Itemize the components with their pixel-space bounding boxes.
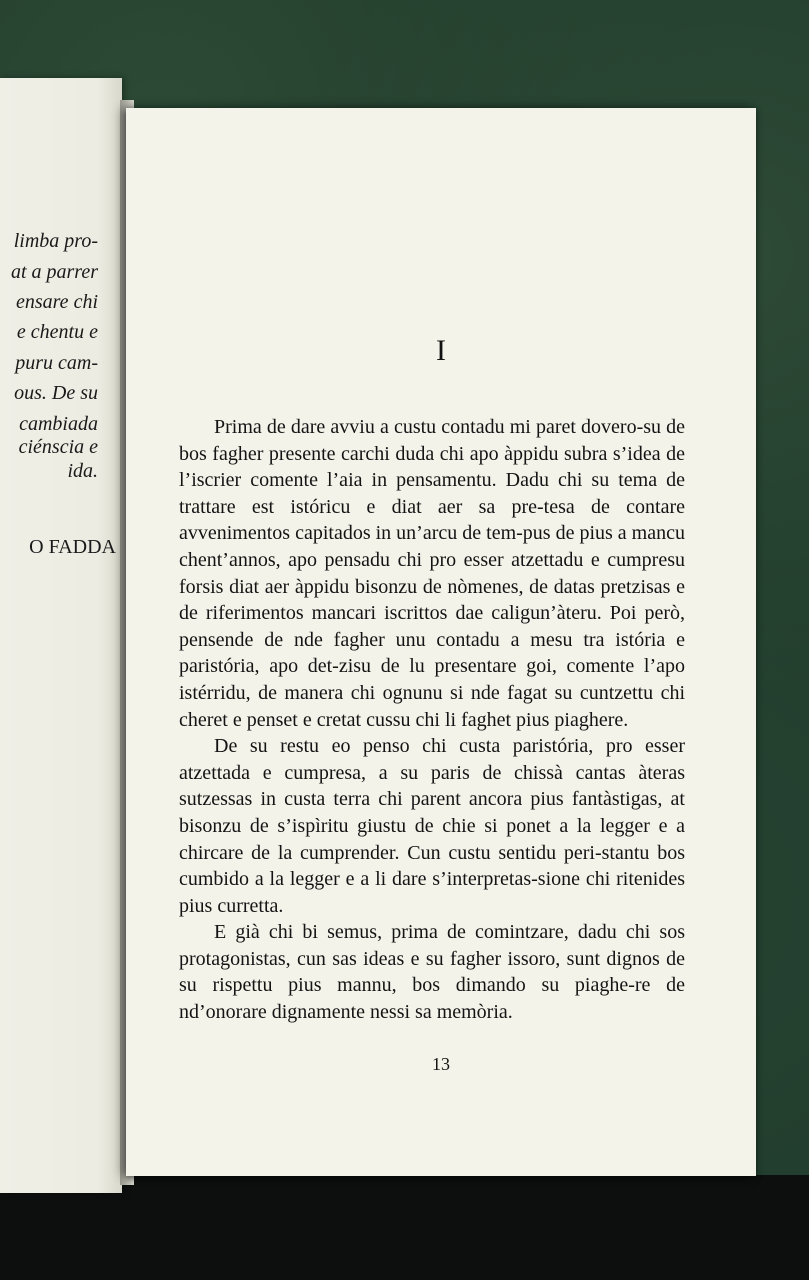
paragraph: De su restu eo penso chi custa paristória, pro esser atzettada e cumpresa, a su paris de chissà cantas àteras sutzessas in custa terra chi parent ancora pius fantàstigas, at bisonzu de s’ispìritu giustu de chie si ponet a la legger e a chircare de la cumprender. Cun custu sentidu peri-stantu bos cumbido a la legger e a li dare s’interpretas-sione chi ritenides pius curretta. [179,735,685,917]
left-page [0,78,122,1193]
left-page-line: ciénscia e [18,436,98,458]
chapter-body [179,414,685,1026]
paragraph: Prima de dare avviu a custu contadu mi paret dovero-su de bos fagher presente carchi duda chi apo àppidu subra s’idea de l’iscrier comente l’aia in pensamentu. Dadu chi su tema de trattare est istóricu e diat aer sa pre-tesa de contare avvenimentos capitados in un’arcu de tem-pus de pius a mancu chent’annos, apo pensadu chi pro esser atzettadu e cumpresu forsis diat aer àppidu bisonzu de nòmenes, de datas pretzisas e de riferimentos mancari iscrittos dae caligun’àteru. Poi però, pensende de nde fagher unu contadu a mesu tra istória e paristória, apo det-zisu de lu presentare goi, comente l’apo istérridu, de manera chi ognunu si nde fagat su cuntzettu chi cheret e penset e cretat cussu chi li faghet pius piaghere. [179,416,685,731]
left-page-line: puru cam- [15,352,98,374]
left-page-line: e chentu e [16,321,98,343]
author-name: O FADDA [29,536,116,558]
chapter-heading: I [436,334,446,367]
left-page-line: at a parrer [10,261,98,283]
left-page-line: ous. De su [14,382,98,404]
paragraph: E già chi bi semus, prima de comintzare, dadu chi sos protagonistas, cun sas ideas e su fagher issoro, sunt dignos de su rispettu pius mannu, bos dimando su piaghe-re de nd’onorare dignamente nessi sa memòria. [179,921,685,1024]
right-page [126,108,756,1176]
page-number: 13 [432,1054,450,1074]
left-page-line: limba pro- [13,230,98,252]
left-page-line: cambiada [19,413,98,435]
left-page-line: ida. [67,460,98,482]
left-page-line: ensare chi [15,291,98,313]
